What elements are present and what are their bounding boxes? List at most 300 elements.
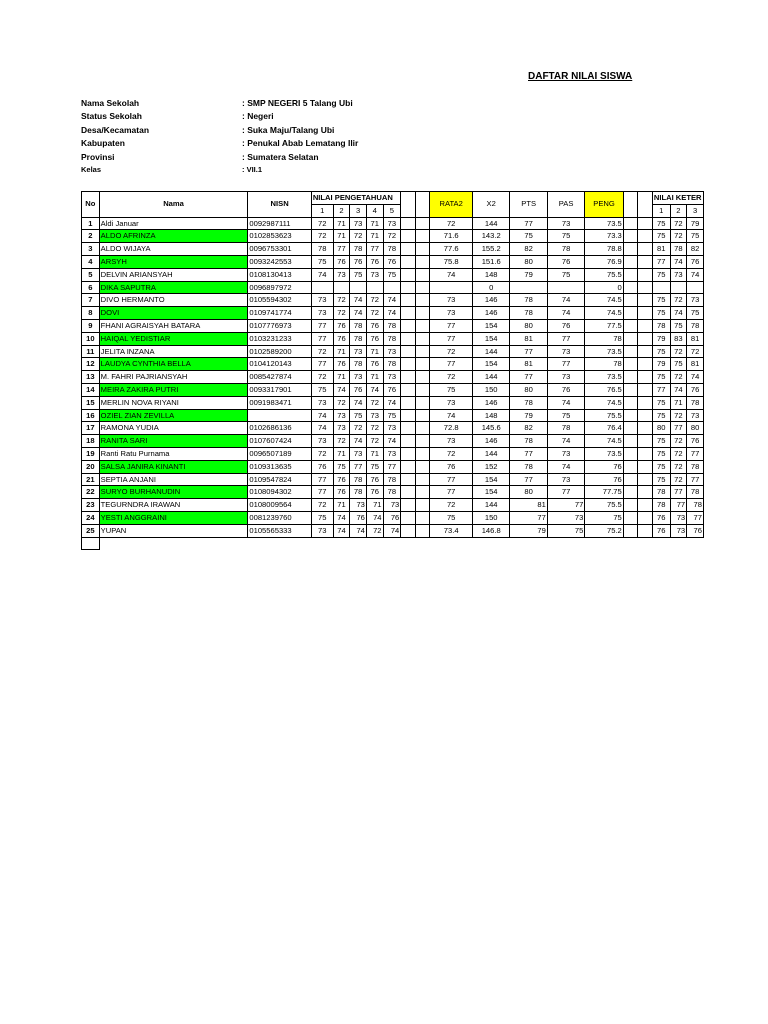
- skill-score: 74: [687, 268, 704, 281]
- student-nisn: 0102853623: [248, 230, 311, 243]
- blank-cell: [638, 332, 653, 345]
- row-number: 21: [82, 473, 100, 486]
- row-number: 19: [82, 447, 100, 460]
- row-number: 14: [82, 383, 100, 396]
- skill-score: 73: [670, 268, 687, 281]
- blank-cell: [415, 371, 430, 384]
- blank-cell: [638, 358, 653, 371]
- table-row: [82, 473, 704, 486]
- knowledge-score: 78: [350, 332, 367, 345]
- row-number: 16: [82, 409, 100, 422]
- skill-score: 75: [652, 345, 670, 358]
- skill-score: 72: [670, 230, 687, 243]
- info-label: Status Sekolah: [81, 111, 142, 122]
- peng-value: 74.5: [585, 294, 623, 307]
- knowledge-score: 76: [311, 460, 333, 473]
- student-nisn: 0108009564: [248, 499, 311, 512]
- pts-value: 77: [510, 217, 547, 230]
- rata2-value: [430, 281, 473, 294]
- pts-value: 77: [510, 447, 547, 460]
- pts-value: 78: [510, 396, 547, 409]
- knowledge-score: 72: [366, 524, 383, 537]
- blank-cell: [415, 217, 430, 230]
- skill-score: 79: [687, 217, 704, 230]
- knowledge-score: 73: [350, 447, 367, 460]
- blank-cell: [623, 307, 638, 320]
- row-number: 25: [82, 524, 100, 537]
- skill-score: 76: [687, 435, 704, 448]
- blank-cell: [638, 319, 653, 332]
- rata2-value: 73: [430, 307, 473, 320]
- student-name: DIKA SAPUTRA: [99, 281, 248, 294]
- header-x2: X2: [472, 192, 509, 218]
- blank-cell: [415, 243, 430, 256]
- rata2-value: 76: [430, 460, 473, 473]
- peng-value: 76.4: [585, 422, 623, 435]
- pas-value: 77: [547, 499, 584, 512]
- header-nisn: NISN: [248, 192, 311, 218]
- row-number: 1: [82, 217, 100, 230]
- rata2-value: 72: [430, 447, 473, 460]
- header-k5: 5: [383, 204, 401, 217]
- student-name: SURYO BURHANUDIN: [99, 486, 248, 499]
- knowledge-score: 74: [333, 524, 350, 537]
- pas-value: 73: [547, 447, 584, 460]
- pas-value: 73: [547, 345, 584, 358]
- blank-cell: [401, 460, 416, 473]
- blank-cell: [401, 281, 416, 294]
- x2-value: 146.8: [472, 524, 509, 537]
- skill-score: 75: [652, 473, 670, 486]
- info-row-nama-sekolah: [81, 98, 358, 111]
- skill-score: 74: [670, 255, 687, 268]
- row-number: 5: [82, 268, 100, 281]
- x2-value: 154: [472, 332, 509, 345]
- blank-cell: [623, 345, 638, 358]
- peng-value: 74.5: [585, 396, 623, 409]
- student-nisn: 0109547824: [248, 473, 311, 486]
- knowledge-score: 72: [366, 294, 383, 307]
- x2-value: 144: [472, 371, 509, 384]
- table-row: [82, 511, 704, 524]
- row-number: 23: [82, 499, 100, 512]
- skill-score: 78: [687, 396, 704, 409]
- x2-value: 151.6: [472, 255, 509, 268]
- student-name: RANITA SARI: [99, 435, 248, 448]
- peng-value: 76: [585, 473, 623, 486]
- knowledge-score: 73: [311, 396, 333, 409]
- knowledge-score: 74: [350, 294, 367, 307]
- peng-value: 76.9: [585, 255, 623, 268]
- peng-value: 73.5: [585, 345, 623, 358]
- pts-value: 81: [510, 358, 547, 371]
- skill-score: 72: [670, 447, 687, 460]
- skill-score: 75: [652, 307, 670, 320]
- student-name: HAIQAL YEDISTIAR: [99, 332, 248, 345]
- skill-score: 76: [652, 511, 670, 524]
- skill-score: 75: [652, 447, 670, 460]
- knowledge-score: 73: [311, 307, 333, 320]
- knowledge-score: 77: [311, 319, 333, 332]
- pts-value: 80: [510, 319, 547, 332]
- rata2-value: 73: [430, 435, 473, 448]
- info-row-status-sekolah: [81, 111, 358, 124]
- peng-value: 76: [585, 460, 623, 473]
- knowledge-score: 71: [366, 499, 383, 512]
- blank-cell: [623, 511, 638, 524]
- blank-cell: [415, 230, 430, 243]
- blank-cell: [401, 230, 416, 243]
- info-value: : Sumatera Selatan: [242, 151, 319, 162]
- skill-score: 72: [670, 294, 687, 307]
- knowledge-score: 78: [350, 486, 367, 499]
- x2-value: 144: [472, 499, 509, 512]
- knowledge-score: 76: [333, 255, 350, 268]
- pas-value: 74: [547, 294, 584, 307]
- row-number: 8: [82, 307, 100, 320]
- blank-cell: [415, 447, 430, 460]
- pas-value: 74: [547, 460, 584, 473]
- blank-cell: [623, 358, 638, 371]
- knowledge-score: 73: [383, 371, 401, 384]
- pts-value: 77: [510, 473, 547, 486]
- row-number: 18: [82, 435, 100, 448]
- info-row-desa: [81, 125, 358, 138]
- skill-score: 75: [670, 319, 687, 332]
- blank-cell: [623, 255, 638, 268]
- pas-value: 75: [547, 409, 584, 422]
- pts-value: 82: [510, 243, 547, 256]
- info-value: : SMP NEGERI 5 Talang Ubi: [242, 98, 353, 108]
- student-nisn: 0107776973: [248, 319, 311, 332]
- blank-cell: [638, 243, 653, 256]
- skill-score: 77: [687, 447, 704, 460]
- pts-value: 79: [510, 268, 547, 281]
- blank-cell: [623, 435, 638, 448]
- knowledge-score: 74: [366, 383, 383, 396]
- peng-value: 75.5: [585, 499, 623, 512]
- grades-table: [81, 191, 704, 550]
- knowledge-score: 72: [311, 217, 333, 230]
- peng-value: 77.75: [585, 486, 623, 499]
- x2-value: 154: [472, 358, 509, 371]
- blank-cell: [638, 230, 653, 243]
- skill-score: [670, 281, 687, 294]
- blank-cell: [638, 383, 653, 396]
- knowledge-score: 74: [311, 268, 333, 281]
- header-rata2: RATA2: [430, 192, 473, 218]
- student-nisn: 0109313635: [248, 460, 311, 473]
- peng-value: 73.5: [585, 217, 623, 230]
- x2-value: 152: [472, 460, 509, 473]
- blank-cell: [401, 332, 416, 345]
- knowledge-score: 77: [350, 460, 367, 473]
- row-number: 15: [82, 396, 100, 409]
- blank-cell: [401, 422, 416, 435]
- knowledge-score: 73: [383, 422, 401, 435]
- blank-cell: [401, 486, 416, 499]
- rata2-value: 75: [430, 383, 473, 396]
- blank-cell: [638, 473, 653, 486]
- table-row: [82, 268, 704, 281]
- x2-value: 148: [472, 268, 509, 281]
- pas-value: 77: [547, 358, 584, 371]
- rata2-value: 77: [430, 473, 473, 486]
- knowledge-score: 73: [311, 435, 333, 448]
- knowledge-score: 78: [350, 358, 367, 371]
- info-value: : Negeri: [242, 111, 274, 122]
- skill-score: 75: [652, 230, 670, 243]
- header-pas: PAS: [547, 192, 584, 218]
- rata2-value: 74: [430, 409, 473, 422]
- table-row: [82, 332, 704, 345]
- knowledge-score: 77: [366, 243, 383, 256]
- header-pengetahuan: NILAI PENGETAHUAN: [311, 192, 400, 205]
- table-row: [82, 524, 704, 537]
- peng-value: 78: [585, 358, 623, 371]
- pts-value: 82: [510, 422, 547, 435]
- blank-cell: [623, 243, 638, 256]
- knowledge-score: 74: [333, 511, 350, 524]
- knowledge-score: 73: [311, 524, 333, 537]
- peng-value: 73.5: [585, 371, 623, 384]
- header-peng: PENG: [585, 192, 623, 218]
- blank-cell: [415, 255, 430, 268]
- knowledge-score: 76: [366, 473, 383, 486]
- x2-value: 150: [472, 383, 509, 396]
- blank-cell: [623, 524, 638, 537]
- student-nisn: 0108094302: [248, 486, 311, 499]
- table-row: [82, 422, 704, 435]
- knowledge-score: 72: [366, 435, 383, 448]
- skill-score: 78: [687, 319, 704, 332]
- knowledge-score: 72: [366, 307, 383, 320]
- peng-value: 78: [585, 332, 623, 345]
- blank-cell: [415, 486, 430, 499]
- peng-value: 75.2: [585, 524, 623, 537]
- student-nisn: 0093242553: [248, 255, 311, 268]
- skill-score: 75: [652, 409, 670, 422]
- info-value: : VII.1: [242, 164, 263, 174]
- skill-score: 72: [670, 473, 687, 486]
- student-name: MEIRA ZAKIRA PUTRI: [99, 383, 248, 396]
- header-pts: PTS: [510, 192, 547, 218]
- knowledge-score: 75: [333, 460, 350, 473]
- peng-value: 75.5: [585, 409, 623, 422]
- student-nisn: 0085427874: [248, 371, 311, 384]
- x2-value: 145.6: [472, 422, 509, 435]
- blank-cell: [623, 294, 638, 307]
- blank-cell: [401, 473, 416, 486]
- pts-value: 81: [510, 499, 547, 512]
- student-nisn: [248, 409, 311, 422]
- skill-score: 83: [670, 332, 687, 345]
- blank-cell: [415, 396, 430, 409]
- skill-score: 75: [687, 307, 704, 320]
- student-name: Ranti Ratu Purnama: [99, 447, 248, 460]
- x2-value: 144: [472, 345, 509, 358]
- blank-cell: [401, 371, 416, 384]
- knowledge-score: 71: [366, 371, 383, 384]
- knowledge-score: 71: [333, 499, 350, 512]
- blank-cell: [82, 537, 100, 550]
- info-label: Kelas: [81, 164, 102, 174]
- blank-cell: [638, 217, 653, 230]
- knowledge-score: 73: [333, 409, 350, 422]
- header-k2: 2: [333, 204, 350, 217]
- knowledge-score: 75: [383, 409, 401, 422]
- x2-value: 146: [472, 307, 509, 320]
- row-number: 11: [82, 345, 100, 358]
- knowledge-score: 78: [350, 319, 367, 332]
- blank-cell: [415, 268, 430, 281]
- knowledge-score: 71: [366, 230, 383, 243]
- blank-cell: [638, 499, 653, 512]
- row-number: 10: [82, 332, 100, 345]
- blank-cell: [415, 345, 430, 358]
- header-t2: 2: [670, 204, 687, 217]
- student-nisn: 0105565333: [248, 524, 311, 537]
- skill-score: 75: [652, 396, 670, 409]
- pas-value: 77: [547, 332, 584, 345]
- knowledge-score: 74: [383, 435, 401, 448]
- student-name: DELVIN ARIANSYAH: [99, 268, 248, 281]
- skill-score: 75: [652, 268, 670, 281]
- table-row: [82, 383, 704, 396]
- knowledge-score: 73: [333, 422, 350, 435]
- header-k4: 4: [366, 204, 383, 217]
- table-row: [82, 435, 704, 448]
- skill-score: 75: [687, 230, 704, 243]
- student-name: LAUDYA CYNTHIA BELLA: [99, 358, 248, 371]
- knowledge-score: 76: [383, 255, 401, 268]
- table-row: [82, 358, 704, 371]
- peng-value: 75.5: [585, 268, 623, 281]
- student-nisn: 0092987111: [248, 217, 311, 230]
- pas-value: 73: [547, 217, 584, 230]
- blank-cell: [415, 422, 430, 435]
- x2-value: 155.2: [472, 243, 509, 256]
- pas-value: 74: [547, 307, 584, 320]
- peng-value: 75: [585, 511, 623, 524]
- knowledge-score: 74: [350, 396, 367, 409]
- table-row: [82, 230, 704, 243]
- student-name: JELITA INZANA: [99, 345, 248, 358]
- rata2-value: 71.6: [430, 230, 473, 243]
- knowledge-score: 73: [383, 217, 401, 230]
- blank-cell: [638, 511, 653, 524]
- blank-cell: [623, 409, 638, 422]
- blank-cell: [623, 473, 638, 486]
- student-name: Aldi Januar: [99, 217, 248, 230]
- knowledge-score: [350, 281, 367, 294]
- skill-score: [687, 281, 704, 294]
- blank-cell: [623, 217, 638, 230]
- knowledge-score: 74: [383, 524, 401, 537]
- knowledge-score: 71: [366, 447, 383, 460]
- knowledge-score: 74: [383, 396, 401, 409]
- blank-cell: [415, 473, 430, 486]
- knowledge-score: 73: [383, 447, 401, 460]
- student-name: SEPTIA ANJANI: [99, 473, 248, 486]
- pas-value: 78: [547, 243, 584, 256]
- student-nisn: 0107607424: [248, 435, 311, 448]
- blank-cell: [638, 524, 653, 537]
- knowledge-score: 72: [333, 435, 350, 448]
- pas-value: 76: [547, 319, 584, 332]
- skill-score: 75: [652, 435, 670, 448]
- header-blank: [623, 192, 638, 218]
- pas-value: 74: [547, 396, 584, 409]
- row-number: 12: [82, 358, 100, 371]
- info-row-provinsi: [81, 152, 358, 165]
- blank-cell: [623, 447, 638, 460]
- table-row: [82, 371, 704, 384]
- peng-value: 76.5: [585, 383, 623, 396]
- knowledge-score: 73: [383, 345, 401, 358]
- knowledge-score: 77: [311, 332, 333, 345]
- blank-cell: [415, 332, 430, 345]
- knowledge-score: [366, 281, 383, 294]
- student-name: FHANI AGRAISYAH BATARA: [99, 319, 248, 332]
- student-nisn: 0102686136: [248, 422, 311, 435]
- x2-value: 0: [472, 281, 509, 294]
- knowledge-score: 73: [366, 409, 383, 422]
- skill-score: 75: [652, 294, 670, 307]
- knowledge-score: 74: [366, 511, 383, 524]
- x2-value: 150: [472, 511, 509, 524]
- knowledge-score: 73: [350, 217, 367, 230]
- table-row: [82, 396, 704, 409]
- knowledge-score: 75: [311, 255, 333, 268]
- knowledge-score: 77: [311, 358, 333, 371]
- blank-cell: [401, 307, 416, 320]
- rata2-value: 72: [430, 499, 473, 512]
- peng-value: 73.5: [585, 447, 623, 460]
- student-name: TEGURNDRA IRAWAN: [99, 499, 248, 512]
- table-row: [82, 307, 704, 320]
- student-name: ALDO AFRINZA: [99, 230, 248, 243]
- knowledge-score: 71: [366, 345, 383, 358]
- blank-cell: [401, 294, 416, 307]
- skill-score: 74: [670, 383, 687, 396]
- blank-cell: [638, 460, 653, 473]
- knowledge-score: 78: [350, 243, 367, 256]
- x2-value: 146: [472, 396, 509, 409]
- header-t1: 1: [652, 204, 670, 217]
- row-number: 13: [82, 371, 100, 384]
- skill-score: 82: [687, 243, 704, 256]
- blank-cell: [401, 524, 416, 537]
- x2-value: 146: [472, 294, 509, 307]
- blank-cell: [623, 281, 638, 294]
- skill-score: 77: [687, 511, 704, 524]
- knowledge-score: 76: [333, 473, 350, 486]
- table-row: [82, 281, 704, 294]
- header-t3: 3: [687, 204, 704, 217]
- skill-score: 71: [670, 396, 687, 409]
- page-title: DAFTAR NILAI SISWA: [528, 71, 633, 82]
- knowledge-score: 75: [311, 511, 333, 524]
- skill-score: 81: [687, 332, 704, 345]
- pts-value: 78: [510, 460, 547, 473]
- x2-value: 154: [472, 486, 509, 499]
- knowledge-score: 76: [366, 319, 383, 332]
- skill-score: 72: [670, 435, 687, 448]
- rata2-value: 73.4: [430, 524, 473, 537]
- table-row: [82, 447, 704, 460]
- info-row-kelas: [81, 165, 358, 178]
